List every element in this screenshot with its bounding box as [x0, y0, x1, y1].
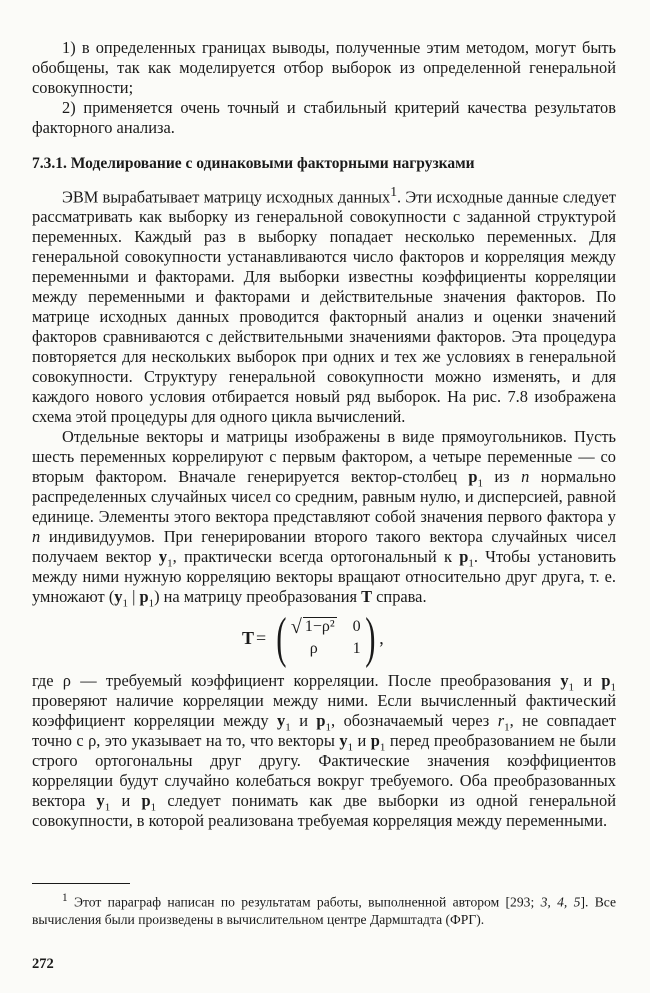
section-heading: 7.3.1. Моделирование с одинаковыми факторными нагрузками [32, 155, 475, 172]
intro-list [32, 38, 616, 138]
paragraph-1: ЭВМ вырабатывает матрицу исходных данных$^1$. Эти исходные данные следует рассматривать как выборку из генеральной совокупности с заданной структурой переменных. Каждый раз в выборку попадает несколько переменных. Для генеральной совокупности устанавливаются число факторов и корреляция между переменными и факторами. Для выборки известны коэффициенты корреляции между переменными и факторами и действительные значения факторов. По матрице исходных данных проводится факторный анализ и оценки значений факторов сравниваются с действительными значениями факторов. Эта процедура повторяется для нескольких выборок при одних и тех же условиях в генеральной совокупности. Структуру генеральной совокупности можно изменять, и для каждого нового условия отбирается новый ряд выборок. На рис. 7.8 изображена схема этой процедуры для одного цикла вычислений. [32, 184, 616, 427]
eq-lhs: T [242, 628, 255, 649]
equation-matrix-T [32, 607, 616, 670]
list-item: 1) в определенных границах выводы, полученные этим методом, могут быть обобщены, так как моделируется отбор выборок из определенной генеральной совокупности; [32, 38, 616, 97]
paragraph-3: где ρ — требуемый коэффициент корреляции. После преобразования $y_1$ и $p_1$ проверяют наличие корреляции между ними. Если вычисленный фактический коэффициент корреляции между $y_1$ и $p_1$, обозначаемый через $r_1$, не совпадает точно с ρ, это указывает на то, что векторы $y_1$ и $p_1$ перед преобразованием не были строго ортогональны друг другу. Фактические значения коэффициентов корреляции будут случайно колебаться вокруг требуемого. Оба преобразованных вектора $y_1$ и $p_1$ следует понимать как две выборки из одной генеральной совокупности, в которой реализована требуемая корреляция между переменными. [32, 671, 616, 831]
matrix-cell: 1 [352, 640, 361, 658]
footnote: $^1$ Этот параграф написан по результатам работы, выполненной автором [293; 3, 4, 5]. Все вычисления были произведены в вычислительном центре Дармштадта (ФРГ). [32, 892, 617, 927]
list-item: 2) применяется очень точный и стабильный критерий качества результатов факторного анализа. [32, 98, 616, 137]
paragraph-2: Отдельные векторы и матрицы изображены в виде прямоугольников. Пусть шесть переменных коррелируют с первым фактором, а четыре переменные — со вторым фактором. Вначале генерируется вектор-столбец $p_1$ из n нормально распределенных случайных чисел со средним, равным нулю, и дисперсией, равной единице. Элементы этого вектора представляют собой значения первого фактора у n индивидуумов. При генерировании второго такого вектора случайных чисел получаем вектор $y_1$, практически всегда ортогональный к $p_1$. Чтобы установить между ними нужную корреляцию векторы вращают относительно друг друга, т. е. умножают ($y_1$ | $p_1$) на матрицу преобразования T справа. [32, 427, 616, 610]
eq-equals: = [256, 628, 267, 649]
matrix-cell: ρ [309, 640, 318, 658]
right-paren: ) [364, 607, 376, 670]
body-text [32, 182, 616, 831]
page-number: 272 [32, 956, 54, 972]
matrix-grid [291, 617, 361, 659]
footnote-mark[interactable]: 1 [390, 184, 398, 199]
matrix: ( √ 1−ρ² 0 ρ 1 ) , [276, 607, 384, 670]
matrix-cell: 0 [352, 618, 361, 636]
footnote-divider [32, 883, 130, 884]
left-paren: ( [276, 607, 287, 670]
matrix-cell-sqrt: √ 1−ρ² [290, 616, 335, 639]
